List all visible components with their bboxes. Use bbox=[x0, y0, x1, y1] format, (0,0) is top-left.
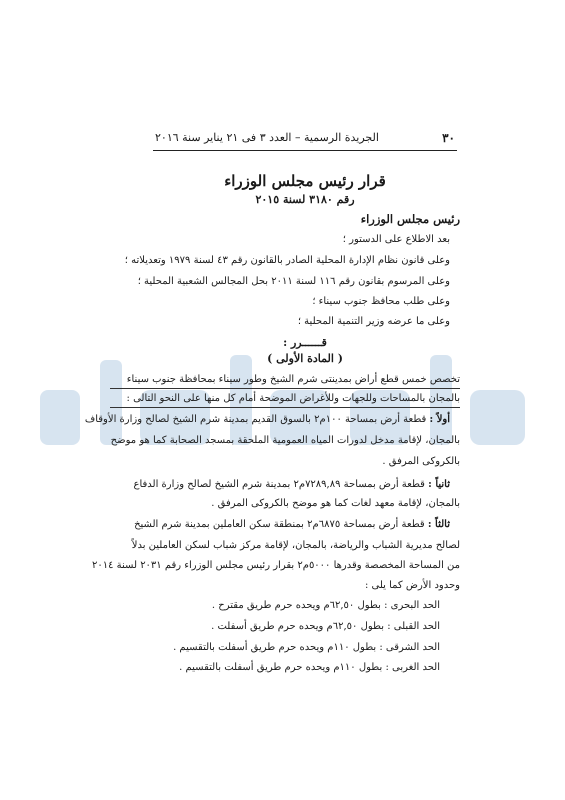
boundary-item: الحد البحرى : بطول ٦٢,٥٠م ويحده حرم طريق مقترح . bbox=[211, 600, 440, 611]
page-number: ٣٠ bbox=[442, 131, 455, 145]
gazette-title: الجريدة الرسمية – العدد ٣ فى ٢١ يناير سنة ٢٠١٦ bbox=[155, 131, 379, 144]
decree-number: رقم ٣١٨٠ لسنة ٢٠١٥ bbox=[255, 193, 355, 206]
boundary-item: الحد الشرقى : بطول ١١٠م ويحده حرم طريق أسفلت بالتقسيم . bbox=[173, 642, 440, 653]
clause-third-line bbox=[100, 518, 450, 532]
clause-body-line: بالمجان، لإقامة معهد لغات كما هو موضح بالكروكى المرفق . bbox=[211, 498, 460, 509]
article-body-line: تخصص خمس قطع أراض بمدينتى شرم الشيخ وطور سيناء بمحافظة جنوب سيناء bbox=[126, 374, 460, 385]
clause-body-line: بالكروكى المرفق . bbox=[382, 456, 460, 467]
clause-text: قطعة أرض بمساحة ٦٨٧٥م٢ بمنطقة سكن العاملين بمدينة شرم الشيخ bbox=[134, 519, 425, 530]
clause-body-line: من المساحة المخصصة وقدرها ٥٠٠٠م٢ بقرار رئيس مجلس الوزراء رقم ٢٠٣١ لسنة ٢٠١٤ bbox=[91, 560, 460, 571]
preamble-line: وعلى طلب محافظ جنوب سيناء ؛ bbox=[312, 296, 450, 307]
clause-body-line: وحدود الأرض كما يلى : bbox=[364, 580, 460, 591]
preamble-line: وعلى ما عرضه وزير التنمية المحلية ؛ bbox=[297, 316, 450, 327]
clause-text: قطعة أرض بمساحة ٧٢٨٩,٨٩م٢ بمدينة شرم الشيخ لصالح وزارة الدفاع bbox=[133, 479, 425, 490]
underline-divider bbox=[110, 407, 460, 408]
clause-body-line: لصالح مديرية الشباب والرياضة، بالمجان، لإقامة مركز شباب لسكن العاملين بدلاً bbox=[131, 540, 460, 551]
preamble-line: وعلى المرسوم بقانون رقم ١١٦ لسنة ٢٠١١ بحل المجالس الشعبية المحلية ؛ bbox=[137, 276, 450, 287]
clause-label: أولاً : bbox=[429, 414, 450, 425]
clause-body-line: بالمجان، لإقامة مدخل لدورات المياه العمومية الملحقة بمسجد الصحابة كما هو موضح bbox=[110, 435, 460, 446]
clause-label: ثانياً : bbox=[428, 479, 450, 490]
decided-heading: قــــــرر : bbox=[283, 336, 327, 349]
article-one-heading: ( المادة الأولى ) bbox=[267, 352, 343, 365]
preamble-line: وعلى قانون نظام الإدارة المحلية الصادر بالقانون رقم ٤٣ لسنة ١٩٧٩ وتعديلاته ؛ bbox=[124, 255, 450, 266]
clause-first-line bbox=[84, 413, 450, 427]
boundary-item: الحد الغربى : بطول ١١٠م ويحده حرم طريق أسفلت بالتقسيم . bbox=[179, 662, 440, 673]
decree-title: قرار رئيس مجلس الوزراء bbox=[224, 172, 386, 190]
boundary-item: الحد القبلى : بطول ٦٢,٥٠م ويحده حرم طريق أسفلت . bbox=[211, 621, 440, 632]
article-body-line: بالمجان بالمساحات وللجهات وللأغراض الموضحة أمام كل منها على النحو التالى : bbox=[126, 393, 460, 404]
page-header bbox=[155, 131, 455, 151]
preamble-line: بعد الاطلاع على الدستور ؛ bbox=[342, 234, 450, 245]
header-divider bbox=[153, 150, 457, 151]
clause-text: قطعة أرض بمساحة ١٠٠م٢ بالسوق القديم بمدينة شرم الشيخ لصالح وزارة الأوقاف bbox=[84, 414, 427, 425]
clause-second-line bbox=[100, 478, 450, 492]
underline-divider bbox=[110, 388, 460, 389]
clause-label: ثالثاً : bbox=[427, 519, 450, 530]
issuer-heading: رئيس مجلس الوزراء bbox=[360, 212, 460, 226]
